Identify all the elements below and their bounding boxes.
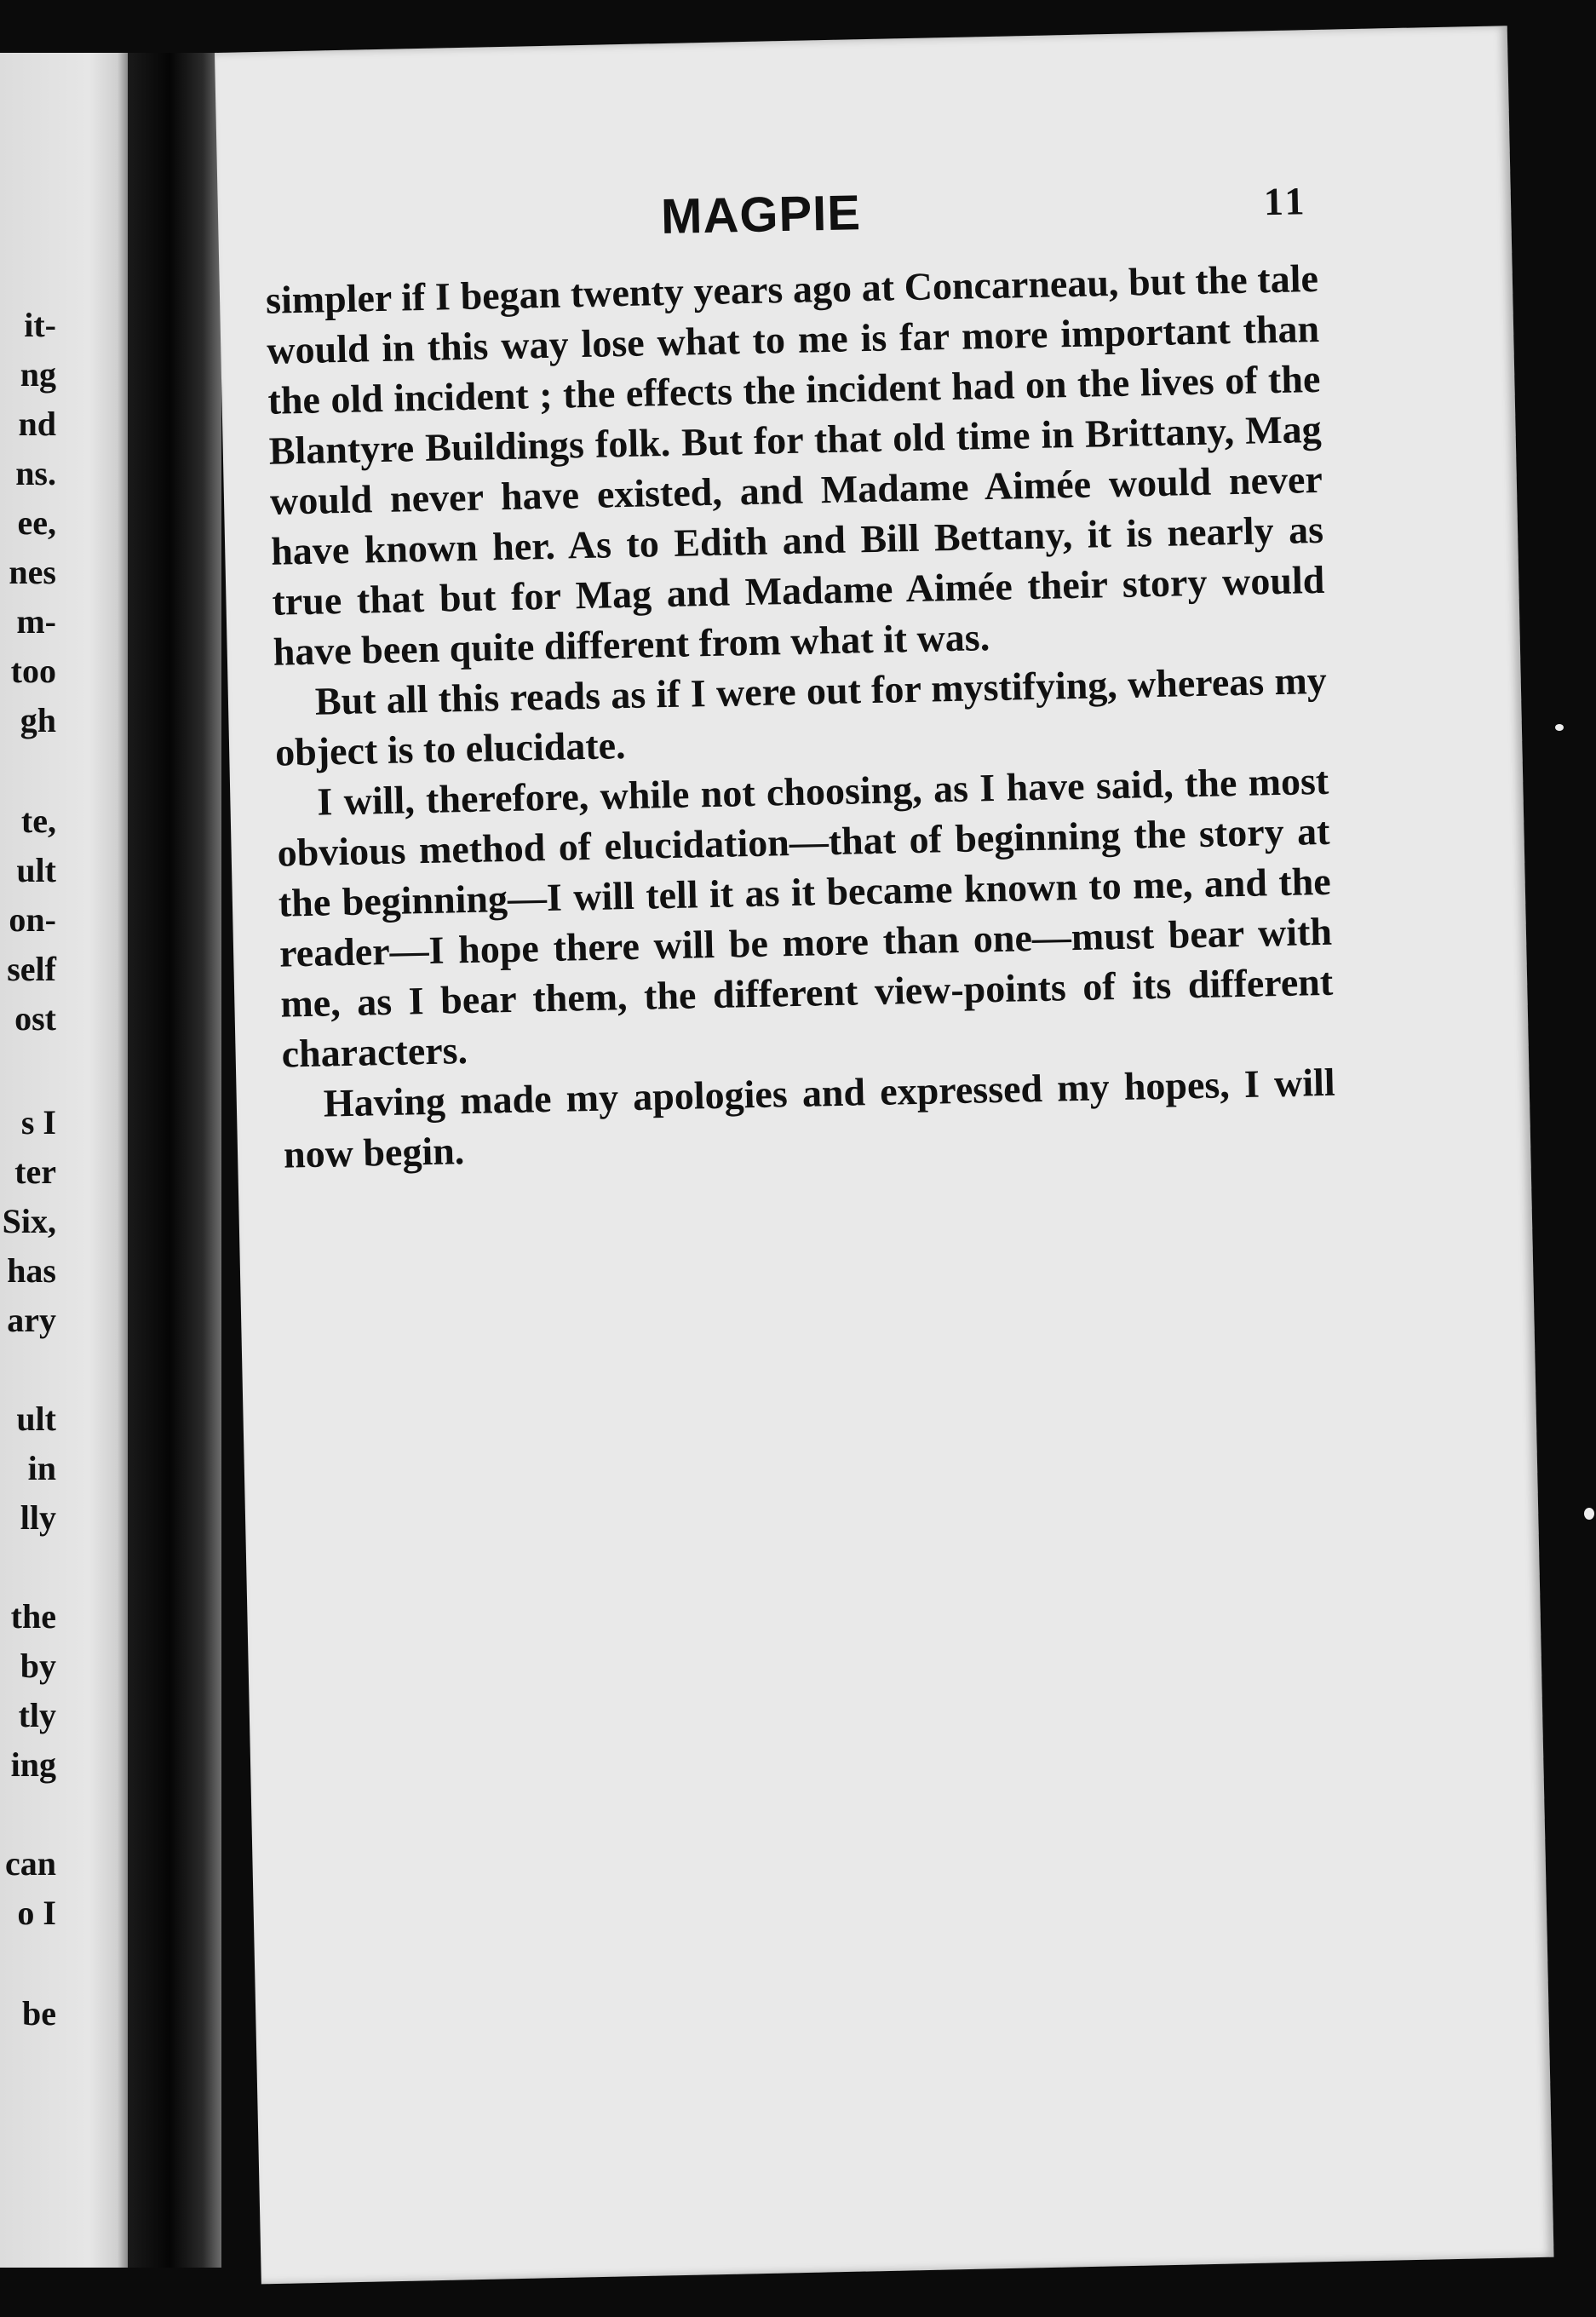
page-header xyxy=(218,170,1512,249)
left-page-edge xyxy=(0,53,128,2268)
left-page-fragment: it- xyxy=(24,306,56,344)
left-page-fragment: ult xyxy=(16,851,56,889)
left-page-fragment: gh xyxy=(20,701,56,739)
left-page-fragment: ns. xyxy=(15,454,56,492)
left-page-fragment: lly xyxy=(20,1498,56,1537)
left-page-fragment: in xyxy=(27,1449,56,1487)
left-page-fragment: nes xyxy=(9,553,56,591)
page-speck xyxy=(1555,724,1564,731)
right-page xyxy=(215,26,1554,2284)
paragraph: I will, therefore, while not choosing, as I have said, the most obvious method of elucidation—that of beginning the story at the beginning—I will tell it as it became known to me, and the reader—I hope there will be more than one—must bear with me, as I bear them, the different view-points of its different characters. xyxy=(277,758,1334,1076)
left-page-fragment: te, xyxy=(20,802,56,840)
left-page-fragment: ee, xyxy=(17,503,56,542)
body-text xyxy=(265,253,1336,1180)
left-page-fragment: on- xyxy=(9,900,56,939)
page-speck xyxy=(1584,1508,1594,1520)
left-page-fragment: ult xyxy=(16,1400,56,1438)
book-gutter xyxy=(128,53,221,2268)
left-page-fragment: too xyxy=(10,652,56,690)
left-page-fragment: Six, xyxy=(2,1202,56,1240)
page-number: 11 xyxy=(1263,179,1308,224)
left-page-fragment: ary xyxy=(7,1301,56,1339)
running-head: MAGPIE xyxy=(660,185,862,245)
paragraph: Having made my apologies and expressed my hopes, I will now begin. xyxy=(283,1060,1336,1176)
left-page-fragment: self xyxy=(7,950,56,988)
left-page-fragment: by xyxy=(20,1647,56,1685)
left-page-fragment: the xyxy=(10,1597,56,1636)
left-page-fragment: can xyxy=(5,1844,56,1883)
left-page-fragment: tly xyxy=(18,1696,56,1734)
left-page-fragment: has xyxy=(7,1251,56,1290)
left-page-fragment: ng xyxy=(20,355,56,394)
left-page-fragment: o I xyxy=(17,1894,56,1932)
left-page-fragment: s I xyxy=(20,1103,56,1141)
left-page-fragment: ter xyxy=(14,1153,56,1191)
left-page-fragment: m- xyxy=(16,602,56,641)
left-page-fragment: ost xyxy=(14,999,56,1038)
paragraph: simpler if I began twenty years ago at Concarneau, but the tale would in this way lose what to me is far more important than the old incident ; the effects the incident had on the lives of the Blantyre Buildings folk. But for that old time in Brittany, Mag would never have existed, and Madame Aimée would never have known her. As to Edith and Bill Bettany, it is nearly as true that but for Mag and Madame Aimée their story would have been quite different from what it was. xyxy=(265,256,1325,674)
paragraph: But all this reads as if I were out for mystifying, whereas my object is to elucidate. xyxy=(274,658,1328,774)
left-page-fragment: nd xyxy=(18,405,56,443)
left-page-fragment: be xyxy=(22,1994,56,2032)
left-page-fragment: ing xyxy=(10,1745,56,1784)
